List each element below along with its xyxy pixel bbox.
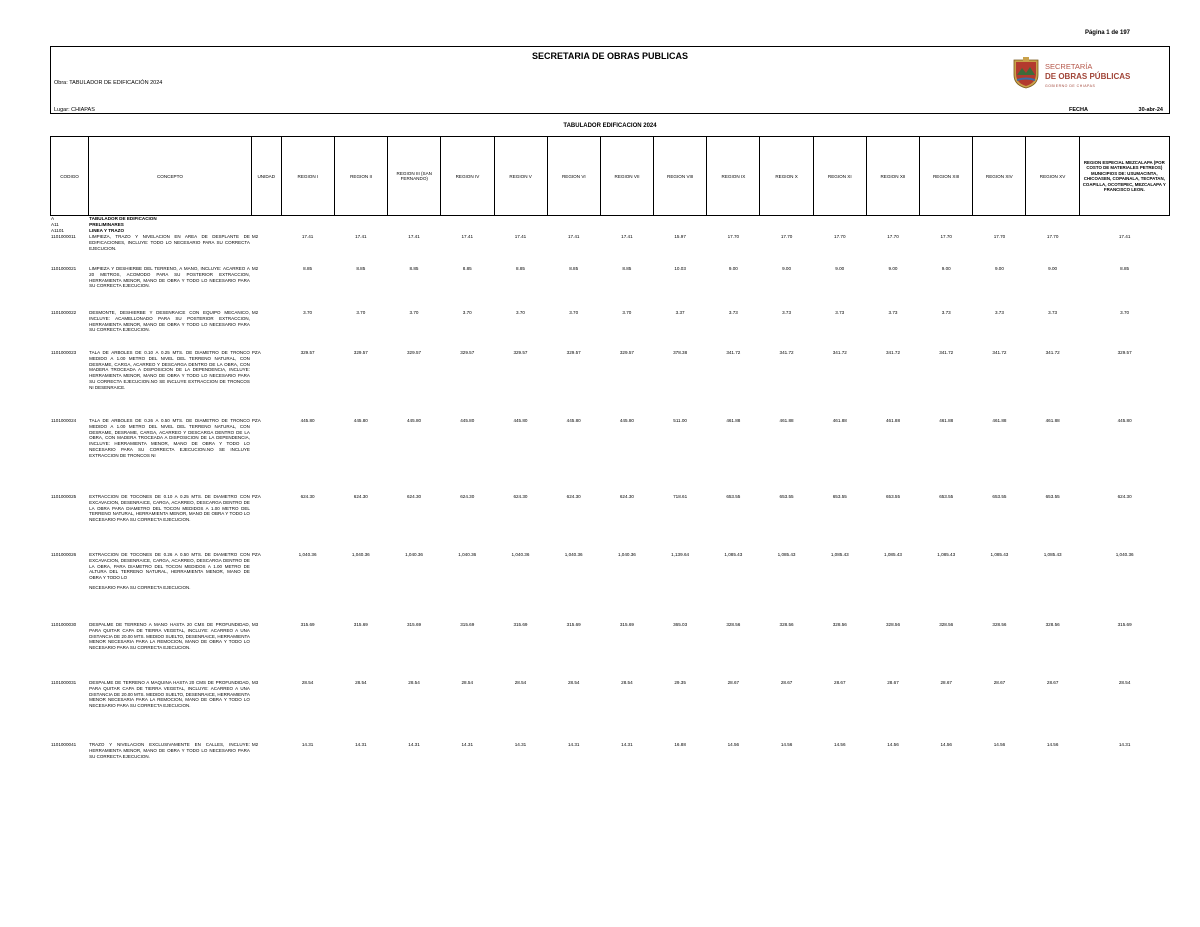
region-price: 8.85 [462,265,472,271]
column-header: REGION XI [813,137,866,216]
item-concept-text: DESMONTE, DESHIERBE Y DESENRAICE CON EQUIPO MECANICO, INCLUYE: ACAMELLONADO PARA SU POSTERIOR EXTRACCION, HERRAMIENTA MENOR, MANO DE OBRA Y TODO LO NECESARIO PARA SU CORRECTA EJECUCION. [89,309,250,333]
region-price: 28.67 [940,679,952,685]
item-concept-text: EXTRACCION DE TOCONES DE 0.10 A 0.25 MTS. DE DIAMETRO CON EXCAVACION, DESENRAICE, CARGA, ACARREO, DESCARGA DENTRO DE LA OBRA PARA DIAMETRO DEL TOCON MEDIDOS A 1.00 METRO DEL TERRENO NATURAL, HERRAMIENTA MENOR, MANO DE OBRA Y TODO LO NECESARIO PARA SU CORRECTA EJECUCION. [89,493,250,523]
region-price: 28.54 [301,679,314,685]
table-row [50,552,1170,622]
region-price: 3.70 [515,309,525,315]
region-price: 341.72 [726,349,741,355]
region-price: 461.88 [939,417,954,423]
region-price: 1,040.36 [564,551,583,557]
region-price: 315.69 [300,621,315,627]
item-unit: PZA [251,417,261,423]
region-price: 445.80 [566,417,581,423]
region-price: 17.41 [1118,233,1131,239]
region-price: 315.69 [460,621,475,627]
region-price: 624.30 [407,493,422,499]
region-price: 28.54 [408,679,420,685]
region-price: 328.56 [885,621,901,627]
region-price: 8.85 [515,265,525,271]
column-header: REGION VII [600,137,653,216]
item-concept-text: TALA DE ARBOLES DE 0.26 A 0.50 MTS. DE DIAMETRO DE TRONCO MEDIDO A 1.00 METRO DEL NIVEL DEL TERRENO NATURAL, CON DESRAME, DESRAME, CARGA, ACARREO Y DESCARGA DENTRO DE LA OBRA, CON MADERA TROCEADA A DISPOSICION DE LA DEPENDENCIA, INCLUYE: HERRAMIENTA MENOR, MANO DE OBRA Y TODO LO NECESARIO PARA SU CORRECTA EJECUCION.NO SE INCLUYE EXTRACCION DE TRONCOS NI [89,417,250,458]
item-code: 1101000041 [51,741,77,747]
region-price: 624.30 [513,493,528,499]
region-price: 328.56 [779,621,794,627]
item-unit: M3 [251,679,259,685]
obra-field [54,80,162,86]
region-price: 16.88 [674,741,686,747]
region-price: 9.00 [941,265,951,271]
item-unit: M2 [251,265,259,271]
region-price: 445.80 [1117,417,1132,423]
region-price: 8.85 [569,265,579,271]
column-header: REGION III (SAN FERNANDO) [388,137,441,216]
region-price: 3.73 [888,309,898,315]
region-price: 624.30 [300,493,315,499]
region-price: 29.35 [674,679,686,685]
lugar-value: CHIAPAS [71,107,95,113]
region-price: 17.41 [514,233,527,239]
column-header: REGION XIV [973,137,1026,216]
region-price: 461.88 [832,417,847,423]
lugar-field [54,107,95,113]
region-price: 365.03 [673,621,688,627]
region-price: 28.54 [514,679,527,685]
region-price: 1,085.43 [724,551,743,557]
item-code: 1101000025 [51,493,77,499]
region-price: 1,040.36 [617,551,636,557]
table-row [50,622,1170,680]
region-price: 17.41 [621,233,633,239]
region-price: 624.30 [353,493,368,499]
column-header: CODIGO [51,137,89,216]
region-price: 341.72 [1045,349,1060,355]
region-price: 14.31 [567,741,580,747]
region-price: 14.31 [461,741,473,747]
region-price: 28.67 [993,679,1006,685]
region-price: 9.00 [994,265,1004,271]
region-price: 14.31 [514,741,527,747]
item-concept [88,310,251,350]
region-price: 329.57 [1117,349,1132,355]
region-price: 9.00 [782,265,792,271]
region-price: 17.70 [834,233,846,239]
item-concept [88,622,251,680]
lugar-label: Lugar: [54,107,70,113]
region-price: 28.67 [887,679,899,685]
region-price: 17.70 [940,233,952,239]
item-concept-note: NECESARIO PARA SU CORRECTA EJECUCION. [89,585,191,591]
item-concept [88,418,251,494]
column-header: REGION XV [1026,137,1079,216]
region-price: 17.70 [780,233,793,239]
region-price: 378.38 [673,349,688,355]
region-price: 14.56 [887,741,899,747]
table-row [50,494,1170,552]
region-price: 329.57 [407,349,422,355]
table-row [50,680,1170,742]
region-price: 14.56 [727,741,740,747]
region-price: 14.56 [1046,741,1059,747]
region-price: 3.73 [835,309,845,315]
table-row [50,234,1170,266]
item-unit: M3 [251,621,259,627]
region-price: 624.30 [619,493,634,499]
region-price: 8.85 [1120,265,1130,271]
column-header: REGION X [760,137,813,216]
page-number: Página 1 de 197 [1084,30,1130,36]
region-price: 653.55 [939,493,954,499]
region-price: 1,085.43 [990,551,1009,557]
region-price: 8.85 [356,265,366,271]
item-code: 1101000024 [51,417,77,423]
item-concept-text: TRAZO Y NIVELACION EXCLUSIVAMENTE EN CALLES, INCLUYE: HERRAMIENTA MENOR, MANO DE OBRA Y TODO LO NECESARIO PARA SU CORRECTA EJECUCION. [89,741,250,759]
region-price: 17.41 [408,233,420,239]
region-price: 3.73 [728,309,738,315]
item-concept-text: EXTRACCION DE TOCONES DE 0.26 A 0.50 MTS. DE DIAMETRO CON EXCAVACION, DESENRAICE, CARGA, ACARREO, DESCARGA DENTRO DE LA OBRA, PARA DIAMETRO DEL TOCON MEDIDOS A 1.00 METRO DE ALTURA DEL TERRENO NATURAL, HERRAMIENTA MENOR, MANO DE OBRA Y TODO LO [89,551,250,581]
region-price: 8.85 [622,265,632,271]
region-price: 14.31 [621,741,633,747]
region-price: 1,040.36 [298,551,317,557]
region-price: 315.69 [619,621,634,627]
region-price: 461.88 [1045,417,1060,423]
obra-value: TABULADOR DE EDIFICACIÓN 2024 [69,80,163,86]
item-concept [88,680,251,742]
item-unit: M2 [251,233,259,239]
item-concept [88,266,251,310]
region-price: 653.55 [992,493,1007,499]
region-price: 1,085.43 [830,551,849,557]
logo-line-2: DE OBRAS PÚBLICAS [1045,72,1131,81]
column-header: REGION XIII [920,137,973,216]
item-code: 1101000026 [51,551,77,557]
region-price: 1,040.36 [351,551,370,557]
region-price: 28.54 [461,679,473,685]
region-price: 28.54 [621,679,633,685]
region-price: 17.70 [727,233,740,239]
region-price: 1,085.43 [1043,551,1062,557]
section-code: A [51,216,55,221]
region-price: 328.56 [832,621,847,627]
region-price: 328.56 [726,621,741,627]
region-price: 3.70 [462,309,472,315]
item-concept [88,552,251,622]
region-price: 445.80 [513,417,528,423]
region-price: 624.30 [566,493,581,499]
item-concept [88,234,251,266]
section-code: A11 [51,221,59,227]
region-price: 653.55 [832,493,847,499]
region-price: 445.80 [353,417,368,423]
secretaria-logo [1013,57,1153,95]
region-price: 14.56 [940,741,952,747]
region-price: 1,139.64 [671,551,690,557]
region-price: 624.30 [1117,493,1132,499]
region-price: 329.57 [566,349,581,355]
region-price: 3.73 [994,309,1004,315]
item-unit: M2 [251,309,259,315]
region-price: 1,085.43 [777,551,796,557]
section-code: A1101 [51,227,64,233]
region-price: 9.00 [728,265,738,271]
region-price: 341.72 [885,349,901,355]
region-price: 3.73 [782,309,792,315]
table-row [50,350,1170,418]
item-unit: PZA [251,349,261,355]
region-price: 14.56 [834,741,846,747]
region-price: 14.31 [301,741,314,747]
region-price: 9.00 [835,265,845,271]
item-concept [88,742,251,782]
column-header-row [51,137,1170,216]
region-price: 17.70 [887,233,899,239]
region-price: 653.55 [1045,493,1060,499]
region-price: 17.41 [355,233,367,239]
region-price: 461.88 [779,417,794,423]
item-code: 1101000022 [51,309,77,315]
region-price: 28.67 [780,679,793,685]
region-price: 3.73 [1048,309,1058,315]
region-price: 653.55 [779,493,794,499]
item-unit: PZA [251,493,261,499]
region-price: 28.67 [1046,679,1059,685]
fecha-label: FECHA [1069,107,1088,113]
region-price: 14.31 [408,741,420,747]
coat-of-arms-icon [1013,57,1039,89]
region-price: 328.56 [939,621,954,627]
item-code: 1101000031 [51,679,77,685]
region-price: 1,085.43 [937,551,956,557]
region-price: 3.70 [303,309,313,315]
region-price: 1,085.43 [884,551,902,557]
region-price: 9.00 [888,265,898,271]
table-row [50,310,1170,350]
region-price: 17.41 [301,233,314,239]
item-concept-text: DESPALME DE TERRENO A MANO HASTA 20 CMS DE PROFUNDIDAD, PARA QUITAR CAPA DE TIERRA VEGETAL, INCLUYE: ACARREO A UNA DISTANCIA DE 20.00 MTS. MEDIDO SUELTO, DESENRAICE, HERRAMIENTA MENOR NECESARIA PARA LA REMOCION, MANO DE OBRA Y TODO LO NECESARIO PARA SU CORRECTA EJECUCION. [89,621,250,651]
region-price: 461.88 [885,417,901,423]
region-price: 445.80 [619,417,634,423]
region-price: 3.70 [569,309,579,315]
region-price: 3.73 [941,309,951,315]
region-price: 315.69 [353,621,368,627]
region-price: 3.37 [675,309,685,315]
column-header-table [50,136,1170,216]
item-concept-text: LIMPIEZA Y DESHIERBE DEL TERRENO, A MANO, INCLUYE: ACARREO A 20 METROS, ACOMODO PARA SU POSTERIOR EXTRACCION, HERRAMIENTA MENOR, MANO DE OBRA Y TODO LO NECESARIO PARA SU CORRECTA EJECUCION. [89,265,250,289]
column-header: UNIDAD [251,137,281,216]
region-price: 329.57 [619,349,634,355]
item-code: 1101000021 [51,265,77,271]
region-price: 1,040.36 [1115,551,1134,557]
region-price: 28.54 [567,679,580,685]
table-row [50,742,1170,782]
region-price: 28.54 [1118,679,1131,685]
region-price: 1,040.36 [405,551,423,557]
region-price: 315.69 [566,621,581,627]
region-price: 17.41 [567,233,580,239]
region-price: 445.80 [407,417,422,423]
section-concept: PRELIMINARES [89,221,124,227]
column-header: REGION VI [547,137,600,216]
item-unit: PZA [251,551,261,557]
region-price: 341.72 [779,349,794,355]
region-price: 461.88 [992,417,1007,423]
region-price: 329.57 [353,349,368,355]
region-price: 15.97 [674,233,686,239]
column-header: REGION I [281,137,334,216]
column-header: REGION V [494,137,547,216]
region-price: 653.55 [885,493,901,499]
column-header: REGION VIII [654,137,707,216]
item-unit: M2 [251,741,259,747]
logo-line-1: SECRETARÍA [1045,62,1093,71]
table-row [50,266,1170,310]
region-price: 28.67 [727,679,740,685]
region-price: 328.56 [992,621,1007,627]
item-concept-text: DESPALME DE TERRENO A MAQUINA HASTA 20 CMS DE PROFUNDIDAD, PARA QUITAR CAPA DE TIERRA VEGETAL, INCLUYE: ACARREO A UNA DISTANCIA DE 20.00 MTS. MEDIDO SUELTO, DESENRAICE, HERRAMIENTA MENOR NECESARIA PARA LA REMOCION, MANO DE OBRA Y TODO LO NECESARIO PARA SU CORRECTA EJECUCION. [89,679,250,709]
region-price: 341.72 [832,349,847,355]
region-price: 315.69 [407,621,422,627]
item-concept-text: LIMPIEZA, TRAZO Y NIVELACION EN AREA DE DESPLANTE DE EDIFICACIONES, INCLUYE: TODO LO NECESARIO PARA SU CORRECTA EJECUCION. [89,233,250,251]
region-price: 14.56 [780,741,793,747]
region-price: 445.80 [300,417,315,423]
region-price: 14.31 [355,741,367,747]
region-price: 315.69 [1117,621,1132,627]
region-price: 8.85 [303,265,313,271]
region-price: 1,040.36 [511,551,530,557]
region-price: 17.70 [993,233,1006,239]
region-price: 1,040.36 [458,551,477,557]
region-price: 17.41 [461,233,473,239]
region-price: 329.57 [513,349,528,355]
secretaria-title: SECRETARIA DE OBRAS PUBLICAS [531,51,688,61]
region-price: 511.00 [673,417,687,423]
region-price: 718.61 [673,493,688,499]
region-price: 9.00 [1048,265,1058,271]
item-code: 1101000011 [51,233,76,239]
region-price: 329.57 [460,349,475,355]
item-concept-text: TALA DE ARBOLES DE 0.10 A 0.25 MTS. DE DIAMETRO DE TRONCO MEDIDO A 1.00 METRO DEL NIVEL DEL TERRENO NATURAL, CON DESRAME, CARGA, ACARREO Y DESCARGA DENTRO DE LA OBRA, CON MADERA TROCEADA A DISPOSICION DE LA DEPENDENCIA, INCLUYE: HERRAMIENTA MENOR, MANO DE OBRA Y TODO LO NECESARIO PARA SU CORRECTA EJECUCION.NO SE INCLUYE EXTRACCION DE TRONCOS NI DESENRAICE. [89,349,250,390]
region-price: 653.55 [726,493,741,499]
region-price: 17.70 [1046,233,1059,239]
item-concept [88,494,251,552]
column-header: REGION XII [866,137,919,216]
region-price: 341.72 [992,349,1007,355]
tabulador-table [50,216,1170,782]
region-price: 328.56 [1045,621,1060,627]
region-price: 8.85 [409,265,419,271]
region-price: 315.69 [513,621,528,627]
section-concept: TABULADOR DE EDIFICACION [89,216,157,221]
fecha-value: 30-abr-24 [1138,107,1163,113]
region-price: 10.03 [674,265,686,271]
column-header: REGION II [334,137,387,216]
column-header: CONCEPTO [89,137,252,216]
document-header [50,46,1170,114]
region-price: 341.72 [939,349,954,355]
region-price: 329.57 [300,349,315,355]
table-title: TABULADOR EDIFICACION 2024 [563,123,657,129]
region-price: 28.67 [834,679,846,685]
region-price: 445.80 [460,417,475,423]
region-price: 3.70 [409,309,419,315]
region-price: 3.70 [356,309,366,315]
column-header: REGION IV [441,137,494,216]
column-header: REGION ESPECIAL MEZCALAPA (POR COSTO DE MATERIALES PETREOS) MUNICIPIOS DE: USUMACINTA, CHICOASEN, COPAINALA, TECPATAN, COAPILLA, OCOTEPEC, MEZCALAPA Y FRANCISCO LEON. [1079,137,1169,216]
region-price: 624.30 [460,493,475,499]
table-row [50,418,1170,494]
obra-label: Obra: [54,80,68,86]
item-code: 1101000030 [51,621,77,627]
region-price: 28.54 [355,679,367,685]
region-price: 14.31 [1118,741,1131,747]
region-price: 3.70 [1120,309,1130,315]
region-price: 14.56 [993,741,1006,747]
region-price: 461.88 [726,417,741,423]
section-concept: LINEA Y TRAZO [89,227,125,233]
item-code: 1101000023 [51,349,77,355]
logo-line-3: GOBIERNO DE CHIAPAS [1045,84,1096,88]
column-header: REGION IX [707,137,760,216]
region-price: 3.70 [622,309,632,315]
item-concept [88,350,251,418]
